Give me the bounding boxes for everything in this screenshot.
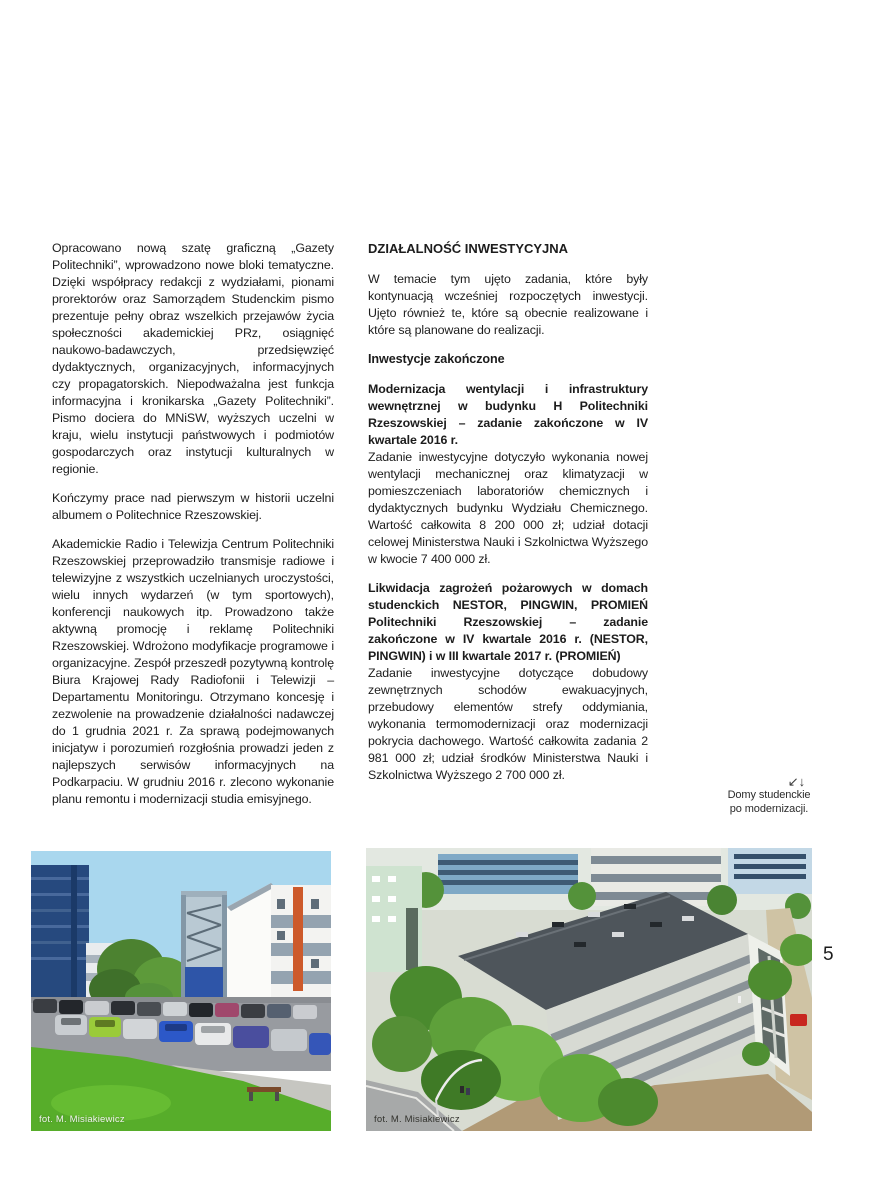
paragraph-radio: Akademickie Radio i Telewizja Centrum Politechniki Rzeszowskiej przeprowadziło transmisje radiowe i telewizyjne z wszystkich uczelnianych uroczystości, wielu innych wydarzeń (w tym sportowych), konferencji naukowych itp. Prowadzono także aktywną promocję i reklamę Politechniki Rzeszowskiej. Wdrożono modyfikacje programowe i organizacyjne. Zespół przeszedł pozytywną kontrolę Biura Krajowej Rady Radiofonii i Telewizji – Departamentu Monitoringu. Otrzymano koncesję i zezwolenie na prowadzenie działalności nadawczej do 1 grudnia 2021 r. Za sprawą podejmowanych inicjatyw i porozumień rozgłośnia prowadzi jeden z najlepszych serwisów informacyjnych na Podkarpaciu. W grudniu 2016 r. zlecono wykonanie planu remontu i modernizacji studia emisyjnego.	[52, 537, 334, 806]
dormitory-building	[227, 883, 331, 997]
left-column	[52, 240, 334, 820]
paragraph-gazeta: Opracowano nową szatę graficzną „Gazety Politechniki”, wprowadzono nowe bloki tematyczne. Dzięki współpracy redakcji z wydziałami, pionami prorektorów oraz Samorządem Studenckim pismo prezentuje pełny obraz wszelkich przejawów życia społeczności akademickiej PRz, osiągnięć naukowo-badawczych, przedsięwzięć dydaktycznych, organizacyjnych, informacyjnych czy propagatorskich. Niepodważalna jest funkcja informacyjna i kronikarska „Gazety Politechniki”. Pismo dociera do MNiSW, wyższych uczelni w kraju, wielu instytucji państwowych i podmiotów gospodarczych oraz instytucji kulturalnych w regionie.	[52, 241, 334, 476]
orange-stripe	[293, 887, 303, 991]
paragraph-album: Kończymy prace nad pierwszym w historii uczelni albumem o Politechnice Rzeszowskiej.	[52, 491, 334, 522]
investment-1-body: Zadanie inwestycyjne dotyczyło wykonania nowej wentylacji mechanicznej oraz klimatyzacji w pomieszczeniach laboratoriów chemicznych i dydaktycznych budynku Wydziału Chemicznego. Wartość całkowita 8 200 000 zł; udział dotacji celowej Ministerstwa Nauki i Szkolnictwa Wyższego w kwocie 7 400 000 zł.	[368, 450, 648, 566]
paragraph-intro: W temacie tym ujęto zadania, które były kontynuacją wcześniej rozpoczętych inwestycji. Ujęto również te, które są obecnie realizowane i które są planowane do realizacji.	[368, 272, 648, 337]
glass-tower	[31, 865, 89, 997]
investment-2-body: Zadanie inwestycyjne dotyczące dobudowy zewnętrznych schodów ewakuacyjnych, przebudowy elementów strefy oddymiania, wykonania termomodernizacji oraz modernizacji pokrycia dachowego. Wartość całkowita zadania 2 981 000 zł; udział środków Ministerstwa Nauki i Szkolnictwa Wyższego 2 700 000 zł.	[368, 666, 648, 782]
caption-line-2: po modernizacji.	[729, 802, 809, 815]
caption-arrows-icon: ↙↓	[787, 774, 805, 789]
stairwell-tower	[181, 891, 227, 997]
green-building	[366, 866, 422, 972]
dormitory-aerial-illustration	[366, 848, 812, 1131]
photo-dormitory-aerial	[366, 848, 812, 1131]
section-heading: DZIAŁALNOŚĆ INWESTYCYJNA	[368, 241, 569, 256]
photo-dormitory-parking	[31, 851, 331, 1131]
photo-caption	[723, 774, 815, 816]
investment-2-title: Likwidacja zagrożeń pożarowych w domach studenckich NESTOR, PINGWIN, PROMIEŃ Politechniki Rzeszowskiej – zadanie zakończone w IV kwartale 2016 r. (NESTOR, PINGWIN) i w III kwartale 2017 r. (PROMIEŃ)	[368, 581, 648, 663]
right-column	[368, 240, 648, 796]
distant-buildings	[366, 848, 812, 919]
photo-credit: fot. M. Misiakiewicz	[39, 1114, 125, 1125]
investment-1-title: Modernizacja wentylacji i infrastruktury wewnętrznej w budynku H Politechniki Rzeszowskiej – zadanie zakończone w IV kwartale 2016 r.	[368, 382, 648, 447]
photo-credit: fot. M. Misiakiewicz	[374, 1114, 460, 1125]
subsection-heading: Inwestycje zakończone	[368, 352, 505, 366]
dormitory-parking-illustration	[31, 851, 331, 1131]
caption-line-1: Domy studenckie	[727, 789, 811, 801]
page-number: 5	[823, 944, 834, 965]
red-vehicle	[790, 1014, 807, 1026]
